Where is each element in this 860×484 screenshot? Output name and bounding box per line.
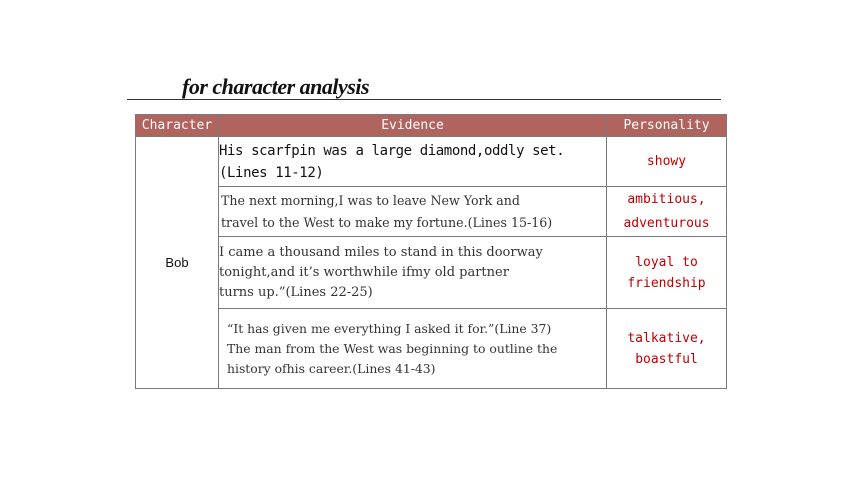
table-row [136,237,727,309]
personality-cell: loyal to friendship [607,237,727,309]
character-name-cell: Bob [136,137,219,389]
header-personality: Personality [607,115,727,137]
slide-title: for character analysis [182,74,369,99]
personality-cell: ambitious, adventurous [607,187,727,237]
personality-cell: showy [607,137,727,187]
header-evidence: Evidence [219,115,607,137]
evidence-cell: I came a thousand miles to stand in this doorway tonight,and it’s worthwhile ifmy old partner turns up.”(Lines 22-25) [219,237,607,309]
title-underline [127,99,721,100]
table-row [136,187,727,237]
evidence-cell: His scarfpin was a large diamond,oddly set. (Lines 11-12) [219,137,607,187]
table-row [136,137,727,187]
personality-cell: talkative, boastful [607,309,727,389]
evidence-cell: The next morning,I was to leave New York and travel to the West to make my fortune.(Lines 15-16) [219,187,607,237]
table-header-row [136,115,727,137]
header-character: Character [136,115,219,137]
table-row [136,309,727,389]
evidence-cell: “It has given me everything I asked it for.”(Line 37) The man from the West was beginning to outline the history ofhis career.(Lines 41-43) [219,309,607,389]
character-analysis-table [135,114,727,389]
